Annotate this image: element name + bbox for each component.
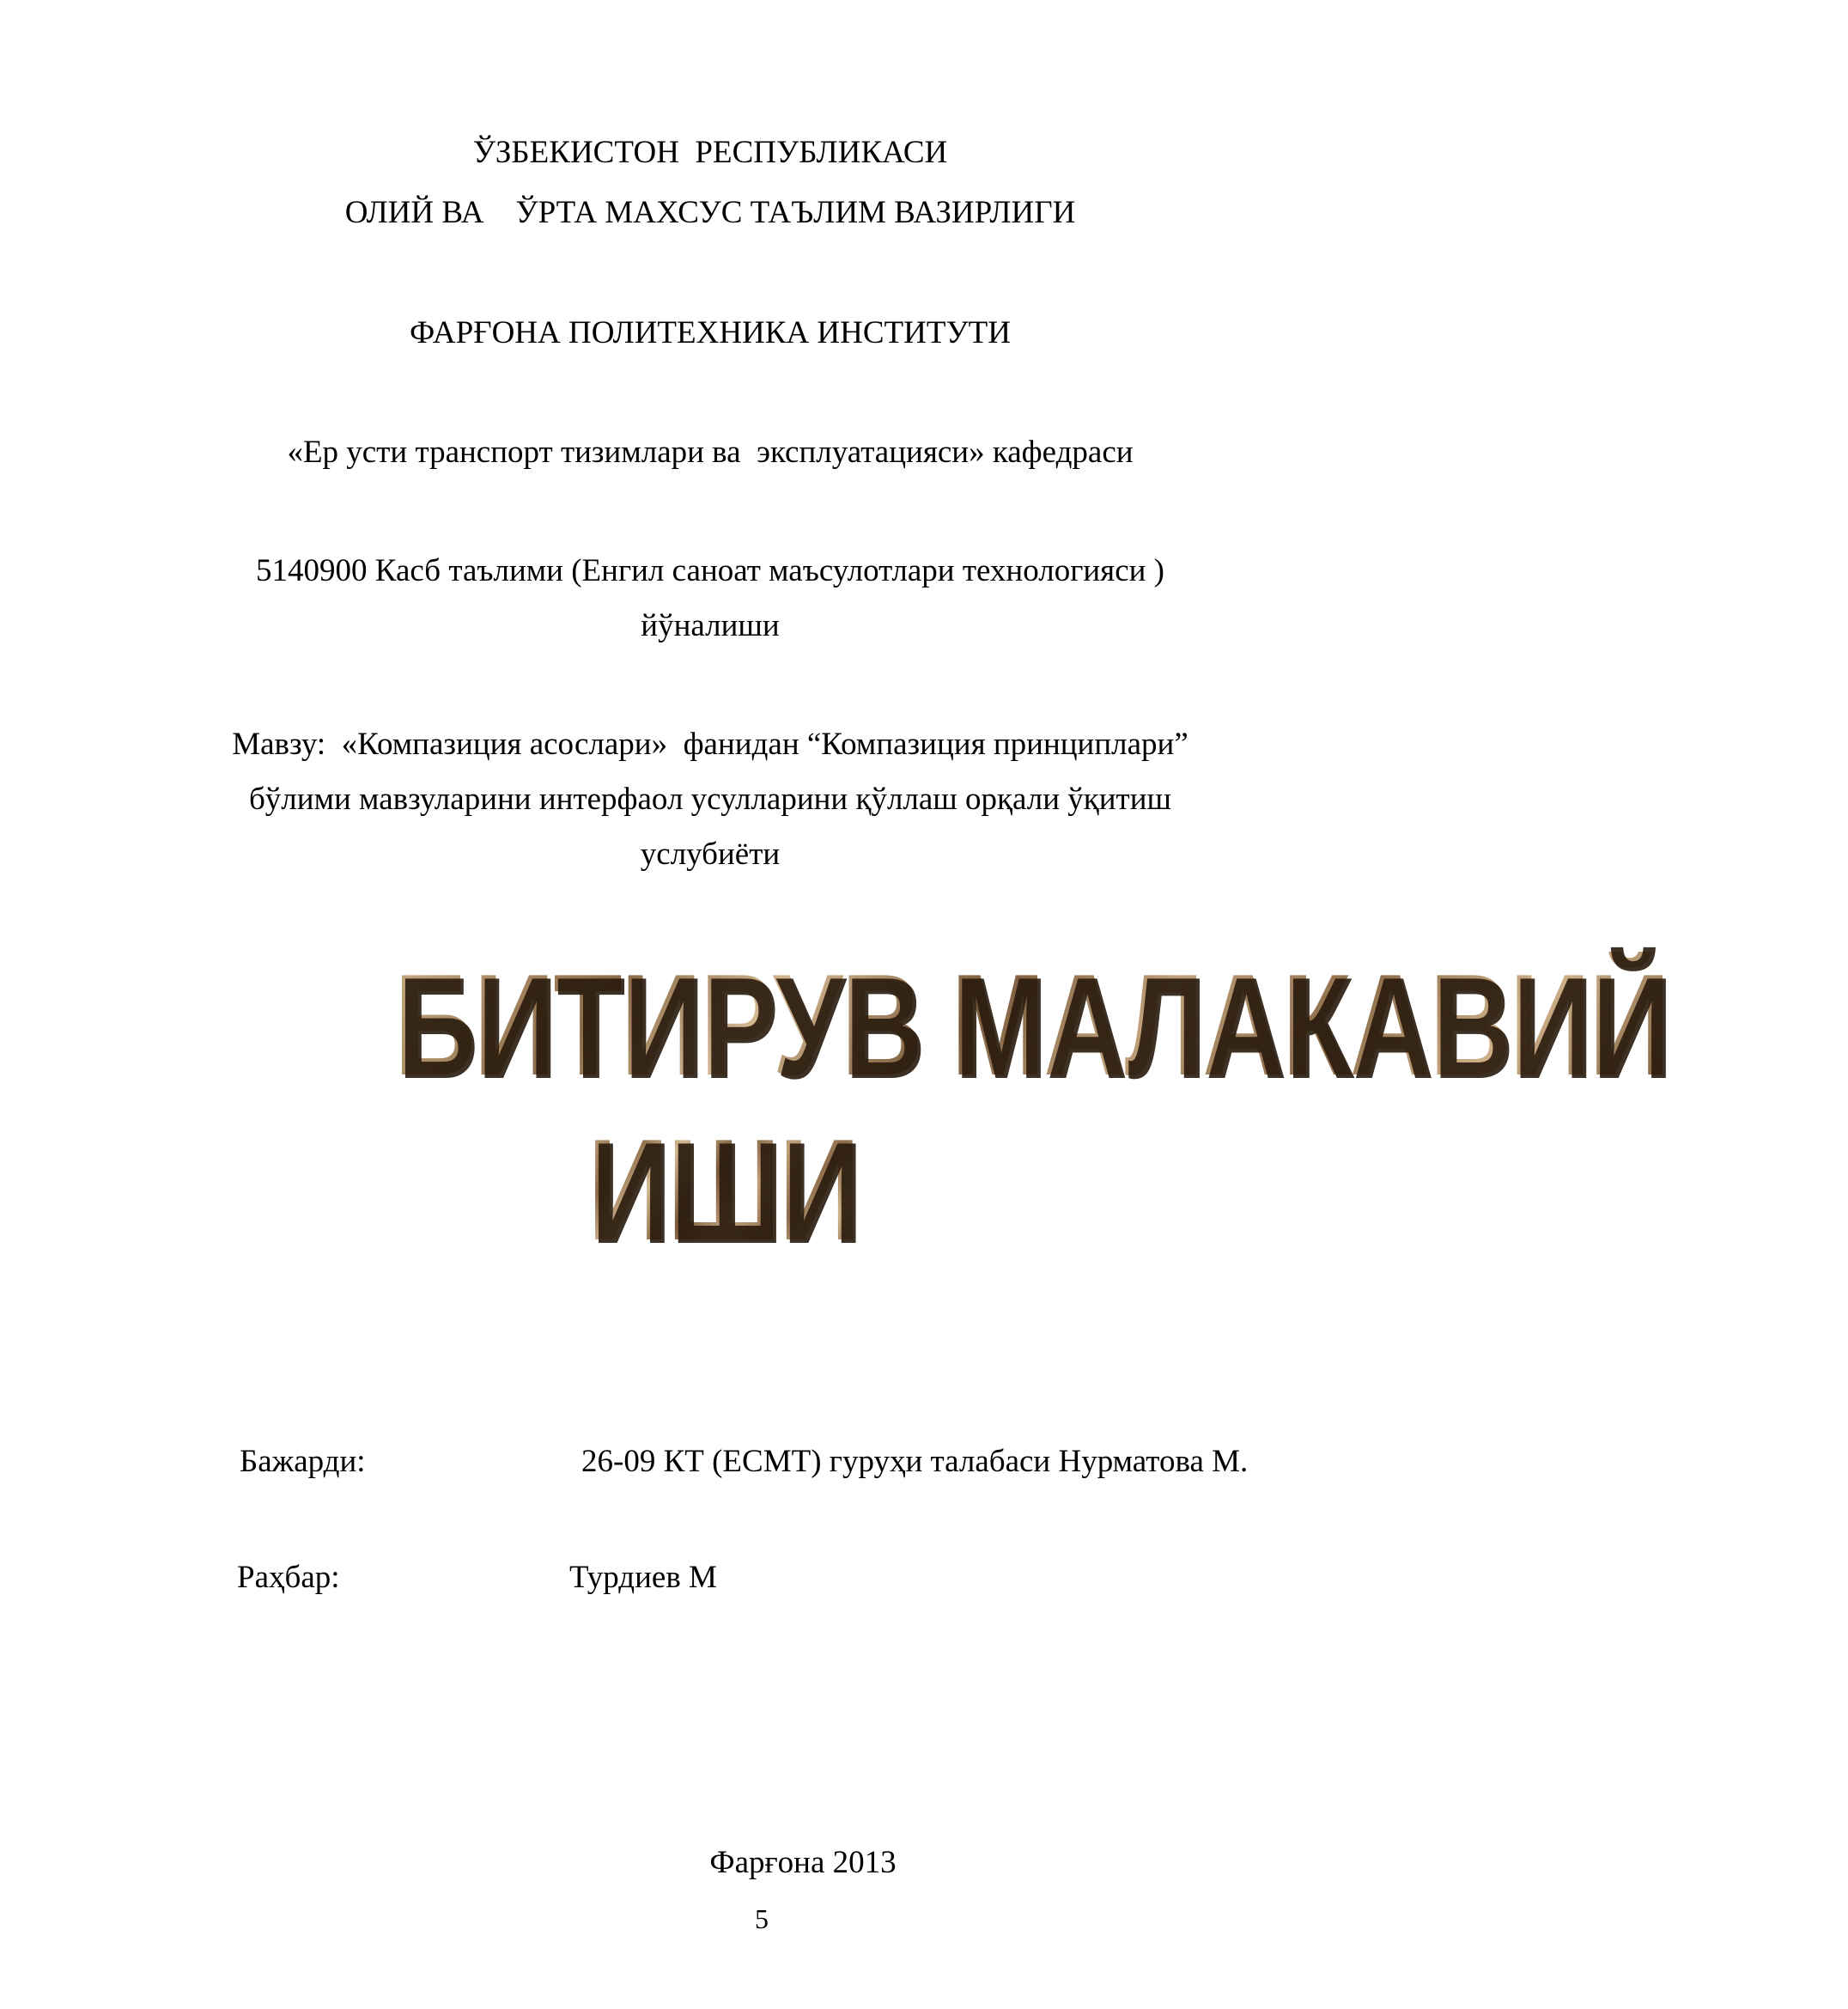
topic-line-3: услубиёти	[640, 837, 781, 872]
title-wordart-line-2: ИШИ	[587, 1109, 859, 1270]
country-heading: ЎЗБЕКИСТОН РЕСПУБЛИКАСИ	[472, 135, 948, 170]
topic-line-2: бўлими мавзуларини интерфаол усулларини қўллаш орқали ўқитиш	[248, 782, 1172, 817]
supervisor-value: Турдиев М	[569, 1560, 717, 1595]
direction-line-2: йўналиши	[641, 608, 780, 643]
supervisor-label: Раҳбар:	[237, 1560, 340, 1595]
page-number: 5	[755, 1903, 769, 1934]
performed-label: Бажарди:	[240, 1444, 366, 1479]
place-year: Фарғона 2013	[709, 1845, 897, 1880]
institute-heading: ФАРҒОНА ПОЛИТЕХНИКА ИНСТИТУТИ	[410, 315, 1011, 350]
ministry-heading: ОЛИЙ ВА ЎРТА МАХСУС ТАЪЛИМ ВАЗИРЛИГИ	[344, 195, 1076, 230]
title-wordart-line-1: БИТИРУВ МАЛАКАВИЙ	[394, 944, 1669, 1105]
direction-line-1: 5140900 Касб таълими (Енгил саноат маъсулотлари технологияси )	[256, 553, 1164, 588]
department-heading: «Ер усти транспорт тизимлари ва эксплуатацияси» кафедраси	[287, 435, 1134, 470]
performed-value: 26-09 КТ (ЕСМТ) гуруҳи талабаси Нурматова М.	[581, 1444, 1249, 1479]
topic-line-1: Мавзу: «Компазиция асослари» фанидан “Компазиция принциплари”	[232, 727, 1188, 762]
